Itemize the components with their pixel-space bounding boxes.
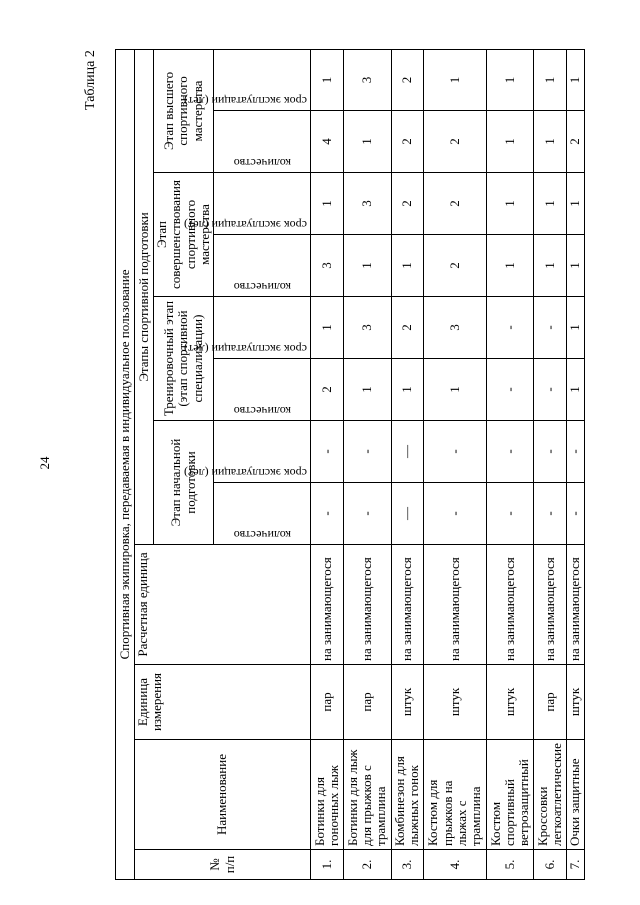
- qty-cell: -: [567, 483, 585, 545]
- qty-cell: -: [311, 483, 344, 545]
- stages-header: Этапы спортивной подготовки: [135, 49, 154, 544]
- term-cell: -: [534, 297, 567, 359]
- sub-qty-3: количество: [214, 235, 311, 297]
- term-cell: -: [424, 421, 486, 483]
- qty-cell: 1: [486, 235, 534, 297]
- item-calc-unit: на занимающегося: [311, 545, 344, 665]
- table-row: [311, 49, 344, 879]
- item-calc-unit: на занимающегося: [567, 545, 585, 665]
- item-unit: штук: [424, 665, 486, 740]
- sub-qty-1: количество: [214, 483, 311, 545]
- qty-cell: 2: [391, 111, 424, 173]
- item-unit: пар: [311, 665, 344, 740]
- term-cell: -: [311, 421, 344, 483]
- qty-cell: —: [391, 483, 424, 545]
- item-unit: пар: [343, 665, 391, 740]
- item-name: Очки защитные: [567, 740, 585, 850]
- item-name: Ботинки для лыж для прыжков с трамплина: [343, 740, 391, 850]
- sub-term-1: срок эксплуатации (лет): [214, 421, 311, 483]
- col-header-no: № п/п: [135, 850, 311, 880]
- row-number: 2.: [343, 850, 391, 880]
- stage-initial: Этап начальной подготовки: [154, 421, 214, 545]
- term-cell: 1: [534, 173, 567, 235]
- sub-term-3: срок эксплуатации (лет): [214, 173, 311, 235]
- term-cell: -: [486, 297, 534, 359]
- qty-cell: -: [343, 483, 391, 545]
- table-row: [424, 49, 486, 879]
- term-cell: 2: [424, 173, 486, 235]
- qty-cell: 1: [391, 235, 424, 297]
- term-cell: 1: [486, 173, 534, 235]
- qty-cell: -: [534, 483, 567, 545]
- qty-cell: 1: [343, 111, 391, 173]
- term-cell: 1: [567, 297, 585, 359]
- item-name: Ботинки для гоночных лыж: [311, 740, 344, 850]
- term-cell: -: [567, 421, 585, 483]
- stage-higher: Этап высшего спортивного мастерства: [154, 49, 214, 172]
- item-unit: штук: [567, 665, 585, 740]
- term-cell: 1: [311, 49, 344, 110]
- term-cell: 1: [424, 49, 486, 110]
- item-name: Кроссовки легкоатлетические: [534, 740, 567, 850]
- table-row: [391, 49, 424, 879]
- qty-cell: -: [534, 359, 567, 421]
- table-row: [567, 49, 585, 879]
- item-unit: пар: [534, 665, 567, 740]
- item-name: Костюм для прыжков на лыжах с трамплина: [424, 740, 486, 850]
- term-cell: 3: [343, 297, 391, 359]
- item-calc-unit: на занимающегося: [343, 545, 391, 665]
- qty-cell: 2: [424, 235, 486, 297]
- item-name: Комбинезон для лыжных гонок: [391, 740, 424, 850]
- row-number: 1.: [311, 850, 344, 880]
- term-cell: 1: [311, 173, 344, 235]
- page-number: 24: [37, 456, 52, 470]
- term-cell: 1: [567, 49, 585, 110]
- qty-cell: 1: [343, 359, 391, 421]
- equipment-table-container: [115, 50, 585, 880]
- qty-cell: 2: [311, 359, 344, 421]
- table-title: Спортивная экипировка, передаваемая в индивидуальное пользование: [116, 49, 135, 879]
- row-number: 3.: [391, 850, 424, 880]
- qty-cell: 1: [424, 359, 486, 421]
- table-label: Таблица 2: [83, 50, 98, 110]
- term-cell: 3: [424, 297, 486, 359]
- sub-term-4: срок эксплуатации (лет): [214, 49, 311, 110]
- qty-cell: -: [486, 359, 534, 421]
- qty-cell: 2: [567, 111, 585, 173]
- row-number: 6.: [534, 850, 567, 880]
- table-row: [486, 49, 534, 879]
- term-cell: -: [343, 421, 391, 483]
- row-number: 5.: [486, 850, 534, 880]
- term-cell: —: [391, 421, 424, 483]
- term-cell: -: [486, 421, 534, 483]
- term-cell: 1: [567, 173, 585, 235]
- item-calc-unit: на занимающегося: [424, 545, 486, 665]
- term-cell: 2: [391, 49, 424, 110]
- item-calc-unit: на занимающегося: [391, 545, 424, 665]
- table-row: [534, 49, 567, 879]
- qty-cell: -: [486, 483, 534, 545]
- qty-cell: 3: [311, 235, 344, 297]
- term-cell: 1: [534, 49, 567, 110]
- item-calc-unit: на занимающегося: [486, 545, 534, 665]
- qty-cell: 4: [311, 111, 344, 173]
- equipment-table: [115, 49, 585, 880]
- qty-cell: 1: [567, 359, 585, 421]
- term-cell: 2: [391, 297, 424, 359]
- qty-cell: 1: [343, 235, 391, 297]
- qty-cell: 1: [534, 235, 567, 297]
- col-header-unit: Единица измерения: [135, 665, 311, 740]
- item-unit: штук: [486, 665, 534, 740]
- term-cell: -: [534, 421, 567, 483]
- term-cell: 1: [486, 49, 534, 110]
- table-row: [343, 49, 391, 879]
- item-unit: штук: [391, 665, 424, 740]
- row-number: 4.: [424, 850, 486, 880]
- sub-term-2: срок эксплуатации (лет): [214, 297, 311, 359]
- term-cell: 3: [343, 173, 391, 235]
- stage-improvement: Этап совершенствования спортивного мастерства: [154, 173, 214, 297]
- col-header-calc: Расчетная единица: [135, 545, 311, 665]
- item-name: Костюм спортивный ветрозащитный: [486, 740, 534, 850]
- stage-training: Тренировочный этап (этап спортивной специализации): [154, 297, 214, 421]
- row-number: 7.: [567, 850, 585, 880]
- table-body: [311, 49, 585, 879]
- qty-cell: 2: [424, 111, 486, 173]
- qty-cell: 1: [567, 235, 585, 297]
- col-header-name: Наименование: [135, 740, 311, 850]
- sub-qty-4: количество: [214, 111, 311, 173]
- term-cell: 2: [391, 173, 424, 235]
- item-calc-unit: на занимающегося: [534, 545, 567, 665]
- term-cell: 1: [311, 297, 344, 359]
- qty-cell: 1: [534, 111, 567, 173]
- qty-cell: -: [424, 483, 486, 545]
- qty-cell: 1: [486, 111, 534, 173]
- sub-qty-2: количество: [214, 359, 311, 421]
- qty-cell: 1: [391, 359, 424, 421]
- term-cell: 3: [343, 49, 391, 110]
